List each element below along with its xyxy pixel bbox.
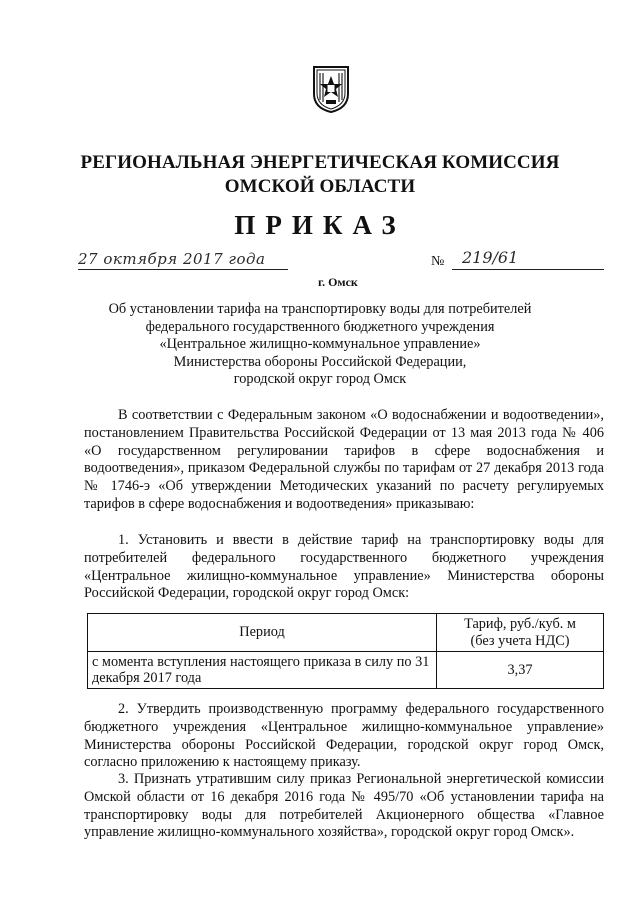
order-number-handwritten: 219/61 — [462, 248, 519, 267]
tariff-table — [87, 613, 604, 689]
subject-line: «Центральное жилищно-коммунальное управление» — [159, 336, 481, 353]
cell-period: с момента вступления настоящего приказа в силу по 31 декабря 2017 года — [88, 652, 437, 689]
omsk-coat-of-arms-icon — [312, 64, 350, 114]
organization-name-line1: РЕГИОНАЛЬНАЯ ЭНЕРГЕТИЧЕСКАЯ КОМИССИЯ — [80, 152, 560, 173]
header-tariff-line1: Тариф, руб./куб. м — [464, 616, 576, 632]
number-underline — [452, 269, 604, 270]
item-2-paragraph: 2. Утвердить производственную программу федерального государственного бюджетного учреждения «Центральное жилищно-коммунальное управление» Министерства обороны Российской Федерации, городской округ город Омск, согласно приложению к настоящему приказу. — [84, 701, 604, 771]
order-subject — [60, 301, 580, 389]
subject-line: Министерства обороны Российской Федерации, — [173, 353, 467, 370]
subject-line: городской округ город Омск — [233, 371, 407, 388]
subject-line: федерального государственного бюджетного учреждения — [145, 318, 495, 335]
header-tariff-line2: (без учета НДС) — [470, 632, 570, 649]
table-row — [88, 652, 604, 689]
organization-name-line2: ОМСКОЙ ОБЛАСТИ — [224, 176, 416, 197]
document-type-title: ПРИКАЗ — [234, 210, 406, 240]
date-underline — [78, 269, 288, 270]
subject-line: Об установлении тарифа на транспортировку воды для потребителей — [108, 301, 532, 317]
table-header-row — [88, 614, 604, 652]
city-label: г. Омск — [318, 275, 358, 289]
number-sign: № — [431, 254, 445, 269]
order-date-handwritten: 27 октября 2017 года — [78, 250, 266, 268]
cell-tariff: 3,37 — [437, 652, 604, 689]
header-tariff — [437, 614, 604, 652]
preamble-paragraph: В соответствии с Федеральным законом «О водоснабжении и водоотведении», постановлением Правительства Российской Федерации от 13 мая 2013 года № 406 «О государственном регулировании тарифов в сфере водоснабжения и водоотведения», приказом Федеральной службы по тарифам от 27 декабря 2013 года № 1746-э «Об утверждении Методических указаний по расчету регулируемых тарифов в сфере водоснабжения и водоотведения» приказываю: — [84, 407, 604, 512]
item-1-paragraph: 1. Установить и ввести в действие тариф на транспортировку воды для потребителей федерального государственного бюджетного учреждения «Центральное жилищно-коммунальное управление» Министерства обороны Российской Федерации, городской округ город Омск: — [84, 532, 604, 602]
header-period: Период — [88, 614, 437, 652]
item-3-paragraph: 3. Признать утратившим силу приказ Региональной энергетической комиссии Омской области от 16 декабря 2016 года № 495/70 «Об установлении тарифа на транспортировку воды для потребителей Акционерного общества «Главное управление жилищно-коммунального хозяйства», городской округ город Омск». — [84, 771, 604, 841]
